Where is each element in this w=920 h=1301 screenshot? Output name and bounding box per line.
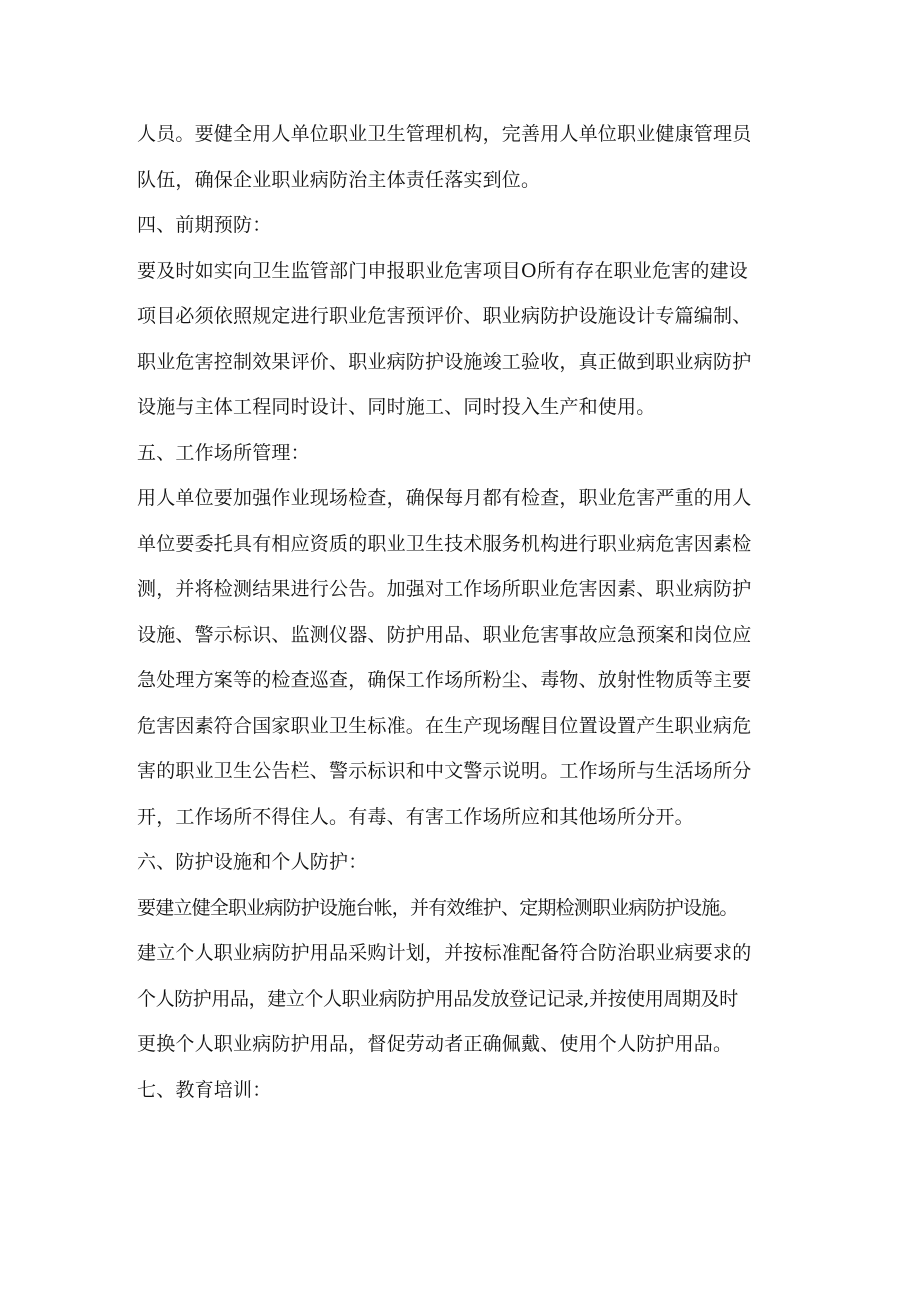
text-line: 开，工作场所不得住人。有毒、有害工作场所应和其他场所分开。 — [137, 805, 694, 828]
text-line: 害的职业卫生公告栏、警示标识和中文警示说明。工作场所与生活场所分 — [137, 760, 752, 782]
text-line: 设施与主体工程同时设计、同时施工、同时投入生产和使用。 — [137, 396, 656, 418]
section-heading: 五、工作场所管理： — [137, 441, 310, 464]
text-line: 要及时如实向卫生监管部门申报职业危害项目O所有存在职业危害的建设 — [137, 259, 748, 282]
text-line: 危害因素符合国家职业卫生标准。在生产现场醒目位置设置产生职业病危 — [137, 714, 752, 737]
text-line: 队伍，确保企业职业病防治主体责任落实到位。 — [137, 168, 541, 191]
text-line: 个人防护用品，建立个人职业病防护用品发放登记记录,并按使用周期及时 — [137, 987, 738, 1010]
text-line: 单位要委托具有相应资质的职业卫生技术服务机构进行职业病危害因素检 — [137, 532, 752, 555]
text-line: 职业危害控制效果评价、职业病防护设施竣工验收，真正做到职业病防护 — [137, 350, 752, 373]
section-heading: 六、防护设施和个人防护： — [137, 851, 368, 873]
text-line: 人员。要健全用人单位职业卫生管理机构，完善用人单位职业健康管理员 — [137, 123, 752, 145]
section-heading: 七、教育培训： — [137, 1078, 272, 1101]
text-line: 设施、警示标识、监测仪器、防护用品、职业危害事故应急预案和岗位应 — [137, 623, 752, 646]
text-line: 测，并将检测结果进行公告。加强对工作场所职业危害因素、职业病防护 — [137, 578, 752, 600]
text-line: 用人单位要加强作业现场检查，确保每月都有检查，职业危害严重的用人 — [137, 487, 752, 509]
text-line: 建立个人职业病防护用品采购计划，并按标准配备符合防治职业病要求的 — [137, 942, 752, 964]
text-line: 更换个人职业病防护用品，督促劳动者正确佩戴、使用个人防护用品。 — [137, 1033, 733, 1055]
text-line: 要建立健全职业病防护设施台帐，并有效维护、定期检测职业病防护设施。 — [137, 896, 738, 919]
text-line: 项目必须依照规定进行职业危害预评价、职业病防护设施设计专篇编制、 — [137, 305, 752, 327]
text-line: 急处理方案等的检查巡查，确保工作场所粉尘、毒物、放射性物质等主要 — [137, 669, 752, 691]
section-heading: 四、前期预防： — [137, 214, 272, 236]
document-body — [137, 112, 797, 1113]
